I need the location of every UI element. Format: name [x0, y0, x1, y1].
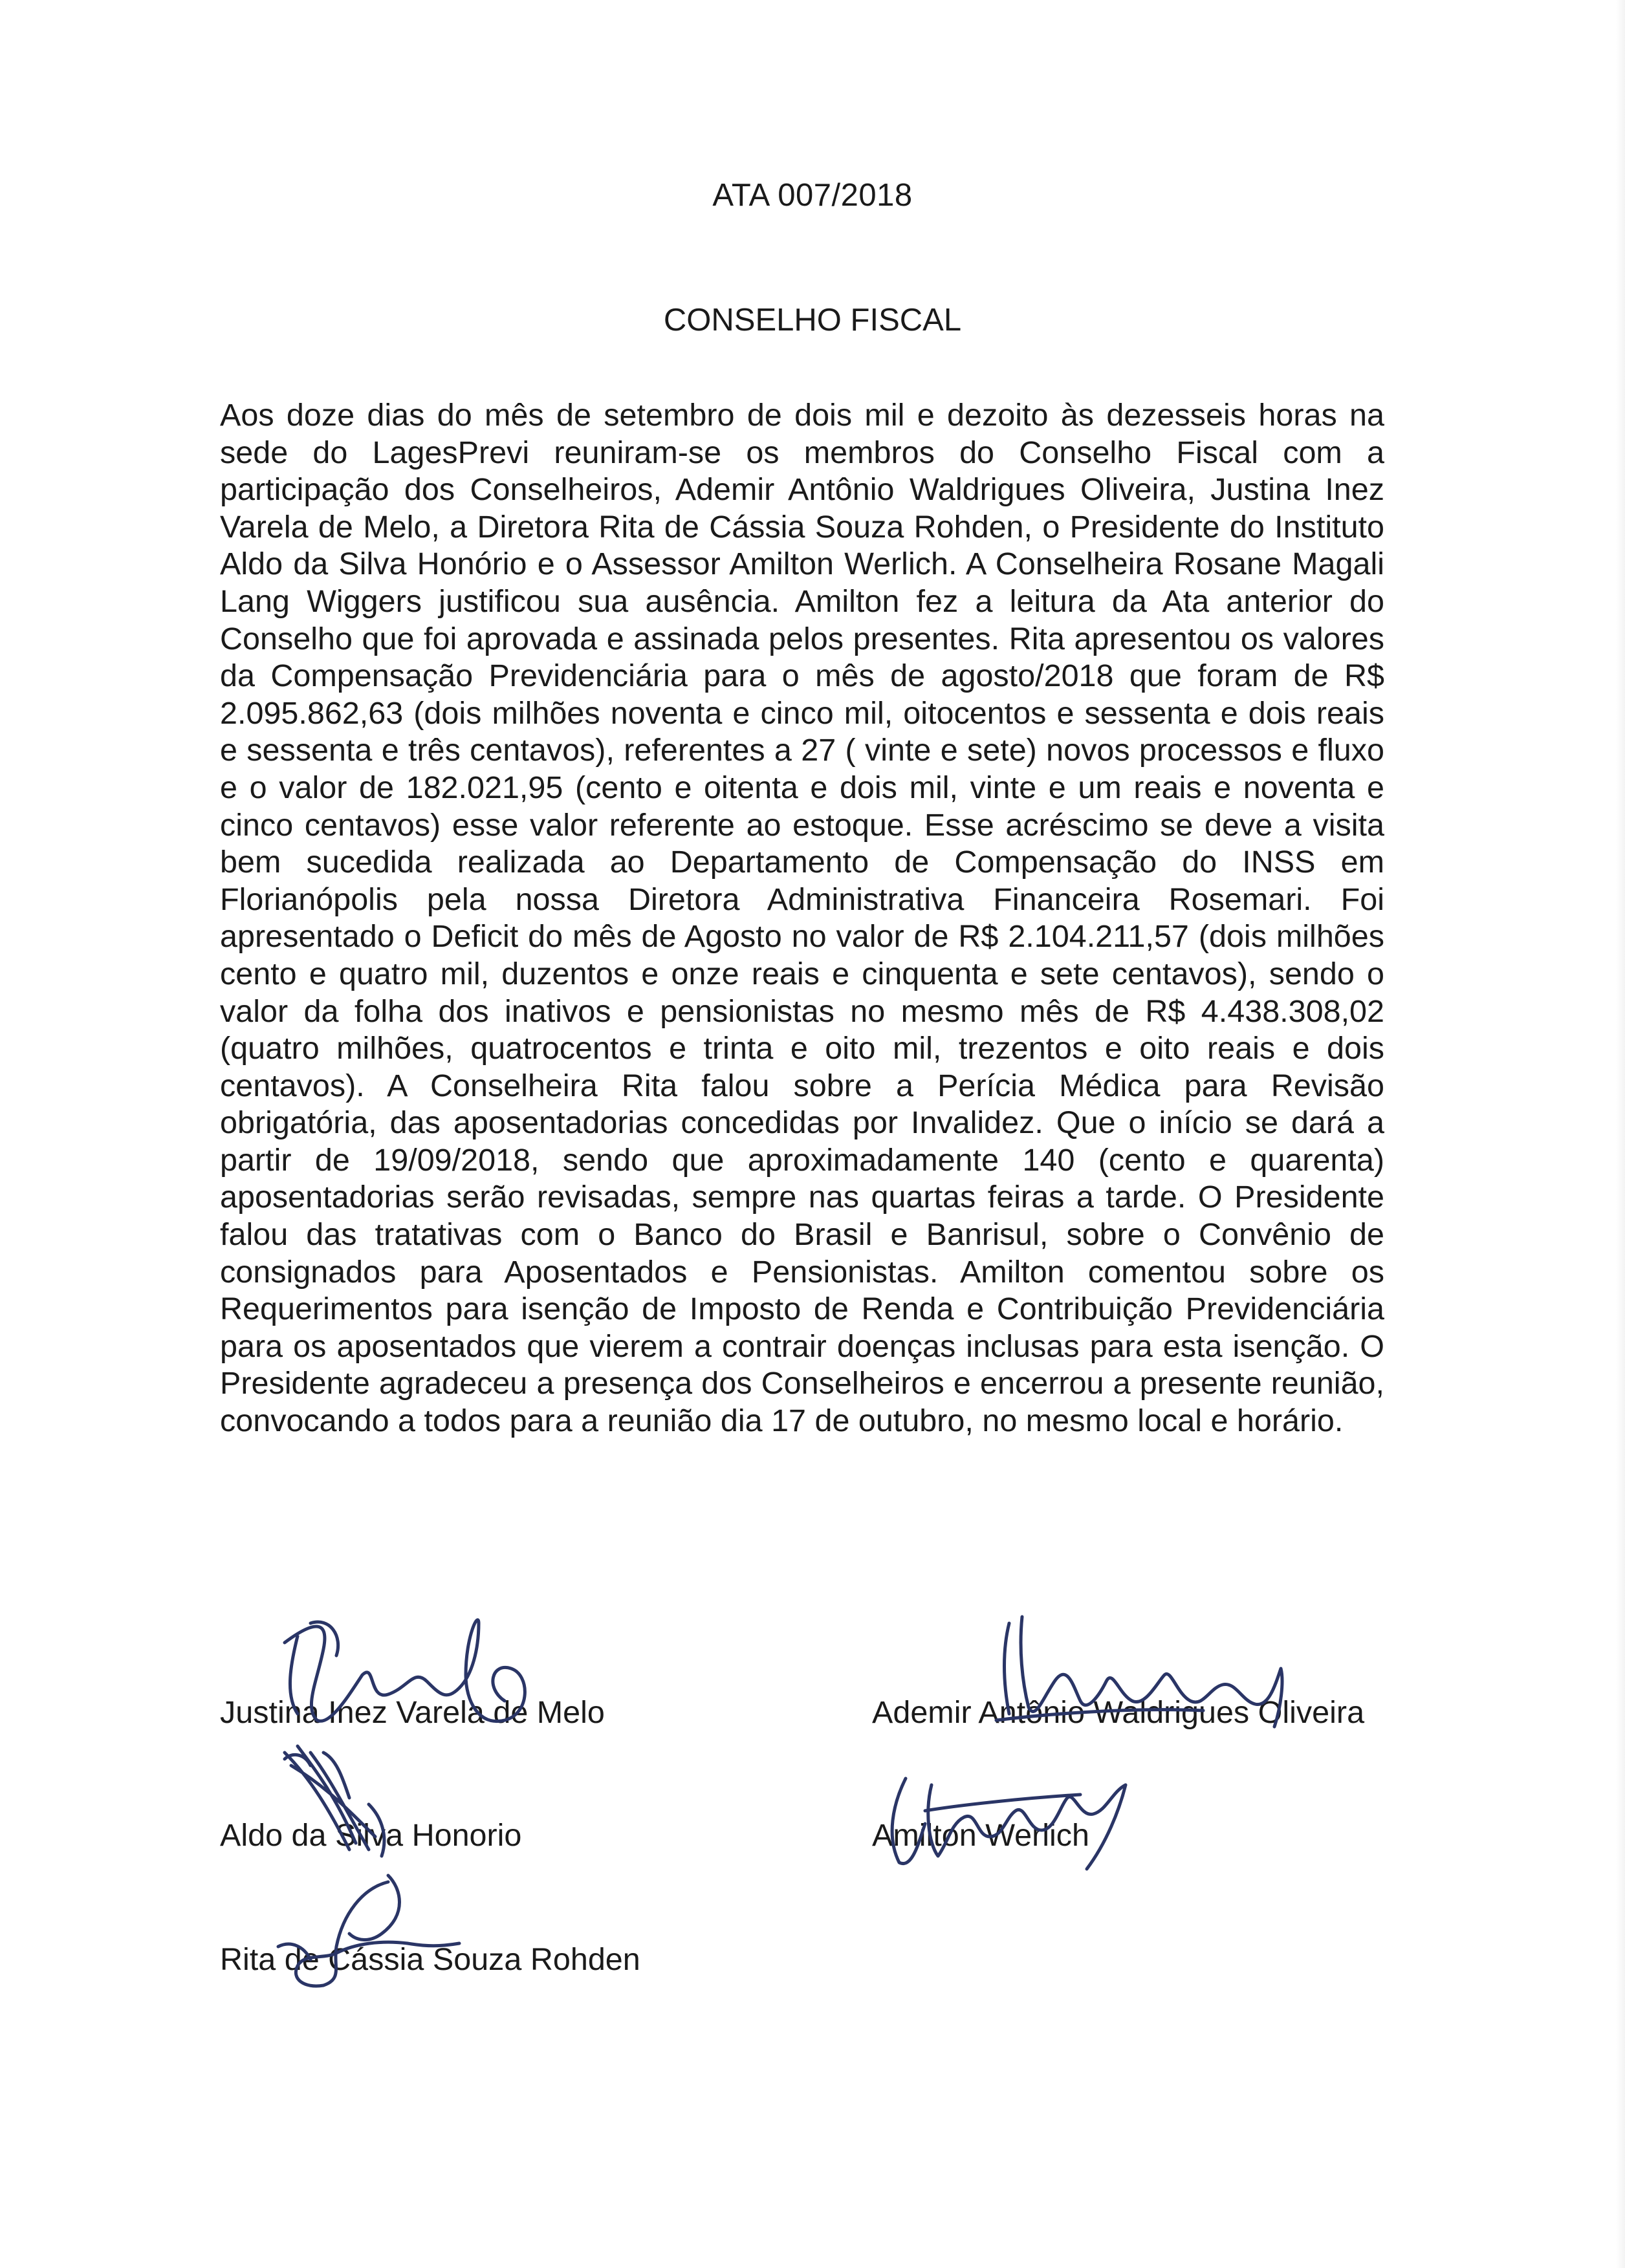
signature-label-amilton: Amilton Werlich — [872, 1818, 1089, 1853]
signature-label-aldo: Aldo da Silva Honorio — [220, 1818, 522, 1853]
handwritten-signature-aldo — [272, 1740, 440, 1869]
minutes-body: Aos doze dias do mês de setembro de dois mil e dezoito às dezesseis horas na sede do LagesPrevi reuniram-se os membros do Conselho Fiscal com a participação dos Conselheiros, Ademir Antônio Waldrigues Oliveira, Justina Inez Varela de Melo, a Diretora Rita de Cássia Souza Rohden, o Presidente do Instituto Aldo da Silva Honório e o Assessor Amilton Werlich. A Conselheira Rosane Magali Lang Wiggers justificou sua ausência. Amilton fez a leitura da Ata anterior do Conselho que foi aprovada e assinada pelos presentes. Rita apresentou os valores da Compensação Previdenciária para o mês de agosto/2018 que foram de R$ 2.095.862,63 (dois milhões noventa e cinco mil, oitocentos e sessenta e dois reais e sessenta e três centavos), referentes a 27 ( vinte e sete) novos processos e fluxo e o valor de 182.021,95 (cento e oitenta e dois mil, vinte e um reais e noventa e cinco centavos) esse valor referente ao estoque. Esse acréscimo se deve a visita bem sucedida realizada ao Departamento de Compensação do INSS em Florianópolis pela nossa Diretora Administrativa Financeira Rosemari. Foi apresentado o Deficit do mês de Agosto no valor de R$ 2.104.211,57 (dois milhões cento e quatro mil, duzentos e onze reais e cinquenta e sete centavos), sendo o valor da folha dos inativos e pensionistas no mesmo mês de R$ 4.438.308,02 (quatro milhões, quatrocentos e trinta e oito mil, trezentos e oito reais e dois centavos). A Conselheira Rita falou sobre a Perícia Médica para Revisão obrigatória, das aposentadorias concedidas por Invalidez. Que o início se dará a partir de 19/09/2018, sendo que aproximadamente 140 (cento e quarenta) aposentadorias serão revisadas, sempre nas quartas feiras a tarde. O Presidente falou das tratativas com o Banco do Brasil e Banrisul, sobre o Convênio de consignados para Aposentados e Pensionistas. Amilton comentou sobre os Requerimentos para isenção de Imposto de Renda e Contribuição Previdenciária para os aposentados que vierem a contrair doenças inclusas para esta isenção. O Presidente agradeceu a presença dos Conselheiros e encerrou a presente reunião, convocando a todos para a reunião dia 17 de outubro, no mesmo local e horário. — [220, 398, 1384, 1439]
document-title: ATA 007/2018 — [712, 178, 913, 213]
document-subtitle: CONSELHO FISCAL — [663, 303, 962, 338]
signature-label-rita: Rita de Cássia Souza Rohden — [220, 1942, 640, 1977]
handwritten-signature-amilton — [867, 1759, 1151, 1875]
signature-label-justina: Justina Inez Varela de Melo — [220, 1695, 605, 1730]
page-edge — [1616, 0, 1625, 2268]
handwritten-signature-rita — [213, 1863, 485, 1992]
signature-label-ademir: Ademir Antônio Waldrigues Oliveira — [872, 1695, 1365, 1730]
handwritten-signature-justina — [272, 1597, 582, 1740]
handwritten-signature-ademir — [970, 1610, 1307, 1740]
